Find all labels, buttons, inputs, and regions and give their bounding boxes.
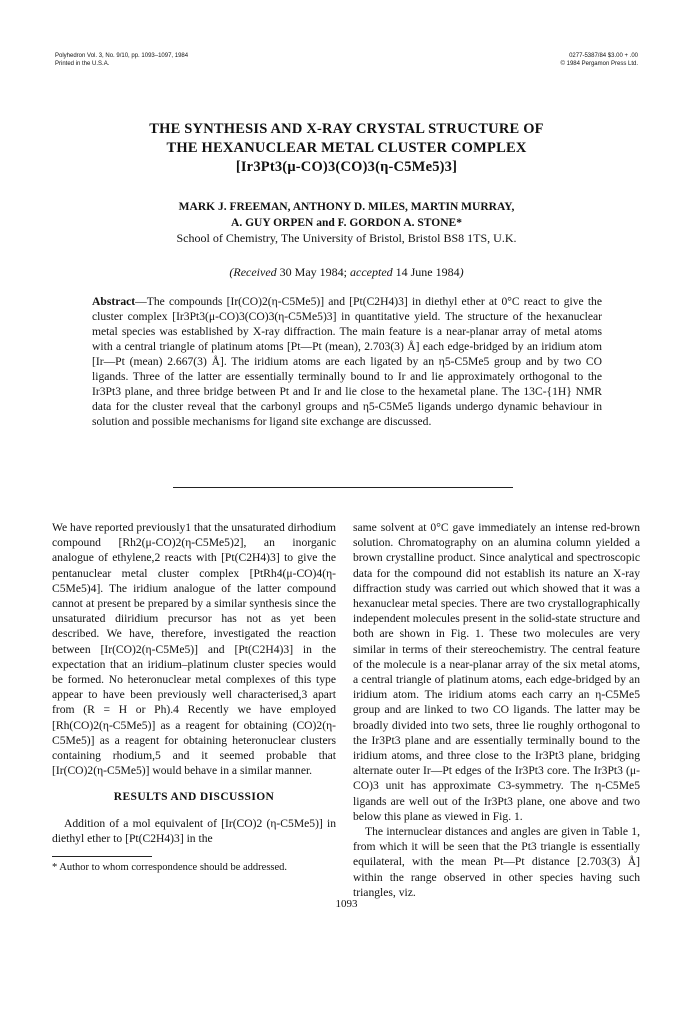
results-paragraph: Addition of a mol equivalent of [Ir(CO)2 (η-C5Me5)] in diethyl ether to [Pt(C2H4)3] in the <box>52 816 336 845</box>
price-code: 0277-5387/84 $3.00 + .00 <box>569 53 638 59</box>
section-heading: RESULTS AND DISCUSSION <box>113 791 275 804</box>
received-label: Received <box>233 265 277 279</box>
abstract-text: —The compounds [Ir(CO)2(η-C5Me5)] and [Pt(C2H4)3] in diethyl ether at 0°C react to give the cluster complex [Ir3Pt3(μ-CO)3(CO)3(η-C5Me5)3] in quantitative yield. The structure of the hexanuclear metal species was established by X-ray diffraction. The main feature is a near-planar array of metal atoms with a central triangle of platinum atoms [Pt—Pt (mean), 2.703(3) Å] each edge-bridged by an iridium atom [Ir—Pt (mean) 2.667(3) Å]. The iridium atoms are each ligated by an η5-C5Me5 group and by two CO ligands. Three of the latter are essentially terminally bound to Ir and lie approximately orthogonal to the Ir3Pt3 plane, and three bridge between Pt and Ir and lie close to the hexametal plane. The 13C-{1H} NMR data for the cluster reveal that the carbonyl groups and η5-C5Me5 ligands undergo dynamic behaviour in solution and possible mechanisms for ligand site exchange are discussed. <box>92 295 602 428</box>
copyright: © 1984 Pergamon Press Ltd. <box>560 61 638 67</box>
title-line-1: THE SYNTHESIS AND X-RAY CRYSTAL STRUCTURE OF <box>149 121 544 137</box>
footnote: * Author to whom correspondence should be addressed. <box>52 862 288 874</box>
article-title <box>0 120 693 177</box>
accepted-label: accepted <box>350 265 393 279</box>
right-column <box>353 520 640 900</box>
right-paragraph-2: The internuclear distances and angles are given in Table 1, from which it will be seen that the Pt3 triangle is essentially equilateral, with the mean Pt—Pt distance [2.703(3) Å] within the range observed in other species having such triangles, viz. <box>353 825 640 899</box>
footnote-divider <box>52 856 152 857</box>
title-line-3: [Ir3Pt3(μ-CO)3(CO)3(η-C5Me5)3] <box>235 159 458 175</box>
abstract-divider <box>173 487 513 488</box>
left-column <box>52 520 336 874</box>
abstract <box>92 294 602 429</box>
authors-line-1: MARK J. FREEMAN, ANTHONY D. MILES, MARTIN MURRAY, <box>178 201 515 213</box>
authors-line-2: A. GUY ORPEN and F. GORDON A. STONE* <box>231 217 462 229</box>
intro-paragraph: We have reported previously1 that the unsaturated dirhodium compound [Rh2(μ-CO)2(η-C5Me5)2], an inorganic analogue of ethylene,2 reacts with [Pt(C2H4)3] to give the pentanuclear metal cluster complex [PtRh4(μ-CO)4(η-C5Me5)4]. The iridium analogue of the latter compound cannot at present be prepared by a similar synthesis since the unsaturated diiridium precursor has not as yet been described. We have, therefore, investigated the reaction between [Ir(CO)2(η-C5Me5)] and [Pt(C2H4)3] in the expectation that an iridium–platinum cluster species would be formed. No heteronuclear metal complexes of this type appear to have been previously well characterised,3 apart from (R = H or Ph).4 Recently we have employed [Rh(CO)2(η-C5Me5)] as a reagent for obtaining (CO)2(η-C5Me5)] as a reagent for obtaining heteronuclear clusters containing rhodium,5 and it seemed probable that [Ir(CO)2(η-C5Me5)] would behave in a similar manner. <box>52 521 336 778</box>
page-number: 1093 <box>335 898 358 910</box>
journal-line: Polyhedron Vol. 3, No. 9/10, pp. 1093–1097, 1984 <box>55 53 189 59</box>
printed-line: Printed in the U.S.A. <box>55 61 110 67</box>
right-paragraph-1: same solvent at 0°C gave immediately an intense red-brown solution. Chromatography on an alumina column yielded a brown crystalline product. Since analytical and spectroscopic data for the compound did not establish its nature an X-ray diffraction study was carried out which showed that it was a hexanuclear metal species. There are two crystallographically independent molecules present in the solid-state structure and both are shown in Fig. 1. These two molecules are very similar in terms of their stereochemistry. The central feature of the molecule is a near-planar array of the six metal atoms, a central triangle of platinum atoms, each edge-bridged by an iridium atom. The iridium atoms each carry an η-C5Me5 group and are linked to two CO ligands. The latter may be broadly divided into two sets, three lie roughly orthogonal to the Ir3Pt3 plane and are essentially terminally bound to the iridium atoms, and three close to the Ir3Pt3 plane, bridging alternate outer Ir—Pt edges of the Ir3Pt3 core. The Ir3Pt3 (μ-CO)3 unit has approximate C3-symmetry. The η-C5Me5 ligands are well out of the Ir3Pt3 plane, one above and two below this plane as viewed in Fig. 1. <box>353 521 640 823</box>
title-line-2: THE HEXANUCLEAR METAL CLUSTER COMPLEX <box>166 140 527 156</box>
journal-citation <box>55 52 188 68</box>
received-date: 30 May 1984; <box>279 265 347 279</box>
received-dates: (Received 30 May 1984; accepted 14 June 1984) <box>229 265 464 279</box>
accepted-date: 14 June 1984 <box>395 265 460 279</box>
affiliation: School of Chemistry, The University of Bristol, Bristol BS8 1TS, U.K. <box>176 231 517 245</box>
abstract-label: Abstract <box>92 295 136 308</box>
publisher-info <box>561 52 638 68</box>
author-list <box>0 199 693 231</box>
